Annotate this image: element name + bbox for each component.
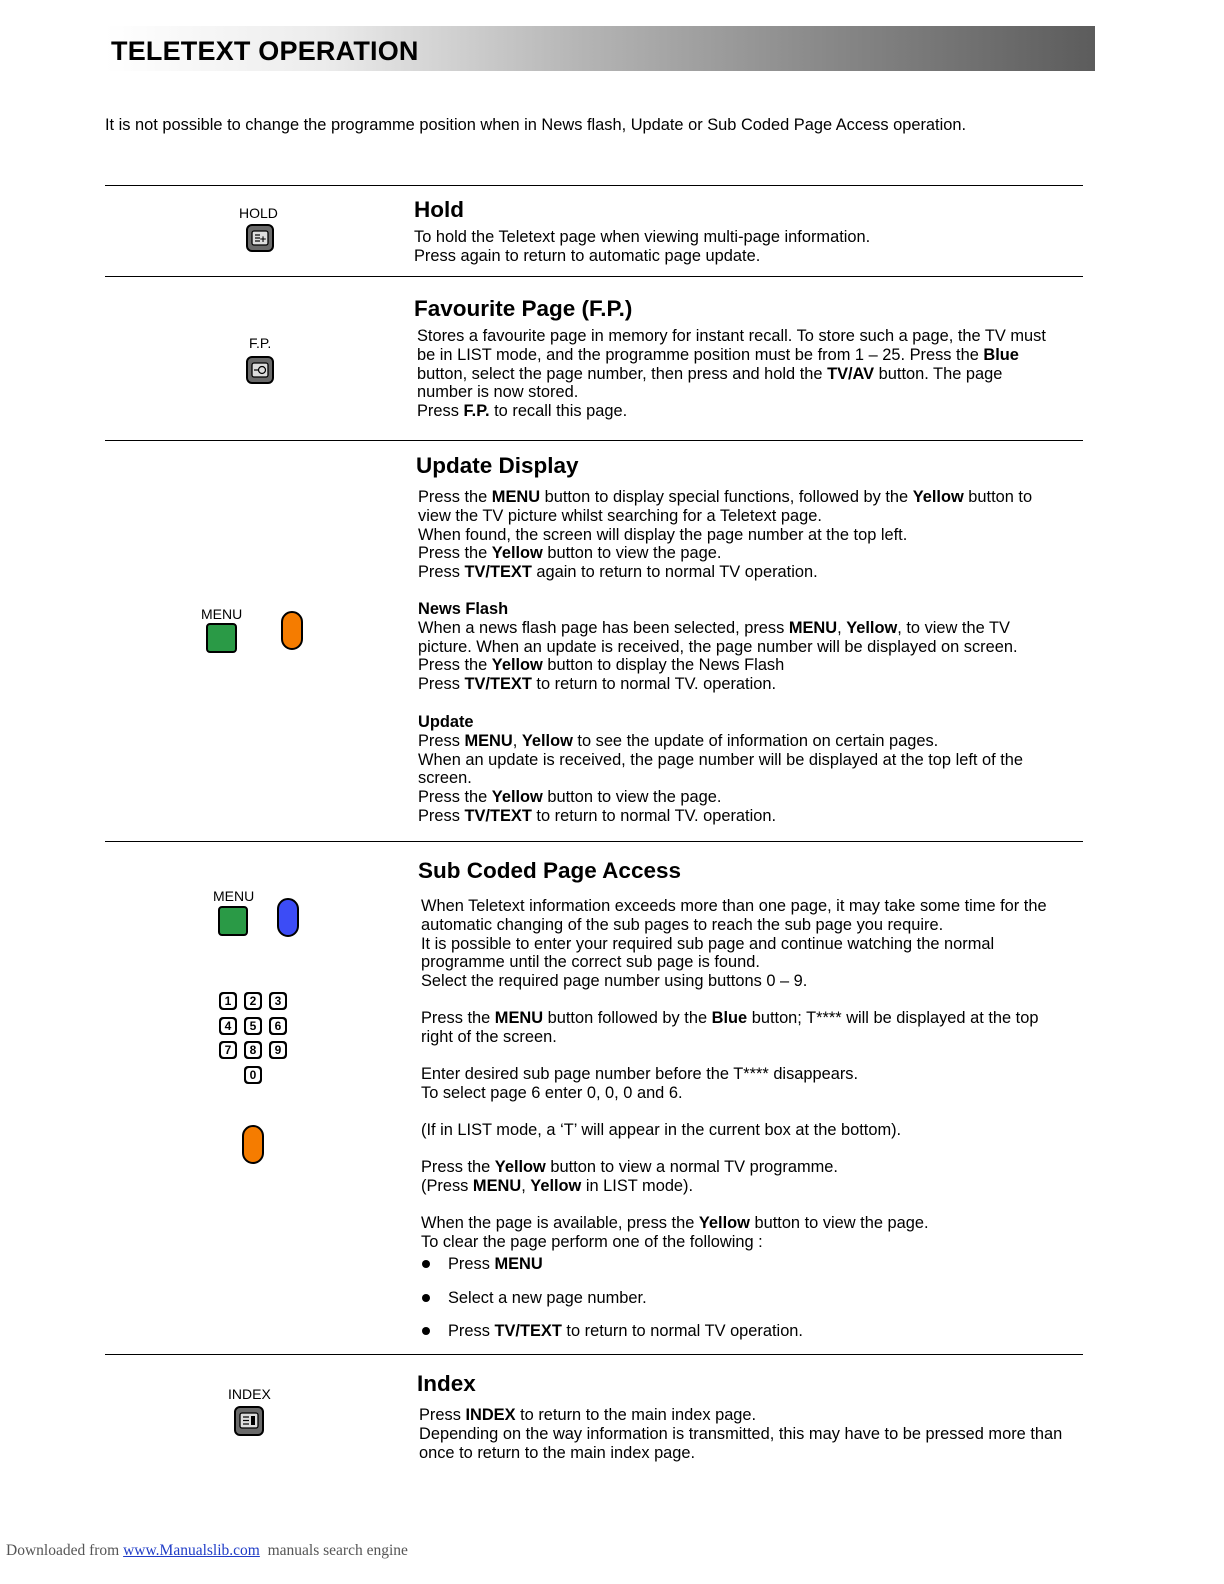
yellow-button[interactable] [281, 611, 303, 650]
menu-button-label: MENU [213, 888, 255, 904]
update-text: Update Press MENU, Yellow to see the update of information on certain pages. When an update is received, the page number will be displayed at the top left of the screen. Press the Yellow button to view the page. Press TV/TEXT to return to normal TV. operation. [418, 713, 1024, 825]
index-heading: Index [417, 1371, 476, 1396]
section-header-bar [105, 26, 1095, 71]
fp-line: Press F.P. to recall this page. [417, 402, 628, 421]
digit-key[interactable]: 6 [269, 1017, 287, 1035]
subcoded-heading: Sub Coded Page Access [418, 858, 682, 883]
fp-line: button, select the page number, then press and hold the TV/AV button. The page [417, 364, 1003, 383]
index-text: Press INDEX to return to the main index page. Depending on the way information is transmitted, this may have to be pressed more than once to return to the main index page. [419, 1406, 1063, 1462]
intro-text: It is not possible to change the programme position when in News flash, Update or Sub Coded Page Access operation. [105, 116, 967, 134]
fp-line: be in LIST mode, and the programme position must be from 1 – 25. Press the Blue [417, 345, 1019, 364]
digit-key[interactable]: 7 [219, 1041, 237, 1059]
fp-text [417, 327, 1046, 421]
menu-green-button[interactable] [218, 906, 248, 936]
index-button-label: INDEX [228, 1386, 271, 1402]
fp-heading: Favourite Page (F.P.) [414, 296, 633, 321]
index-button[interactable] [234, 1406, 264, 1436]
update-heading: Update [418, 713, 474, 731]
divider [105, 1354, 1083, 1355]
divider [105, 276, 1083, 277]
digit-key[interactable]: 4 [219, 1017, 237, 1035]
divider [105, 841, 1083, 842]
hold-button-label: HOLD [239, 205, 278, 221]
svg-text:+: + [259, 235, 267, 245]
subcoded-text: (If in LIST mode, a ‘T’ will appear in the current box at the bottom). [421, 1121, 902, 1139]
hold-heading: Hold [414, 197, 464, 222]
update-display-text: Press the MENU button to display special functions, followed by the Yellow button to view the TV picture whilst searching for a Teletext page. When found, the screen will display the page number at the top left. Press the Yellow button to view the page. Press TV/TEXT again to return to normal TV operation. [418, 488, 1033, 582]
update-display-heading: Update Display [416, 453, 579, 478]
favourite-page-icon [250, 360, 270, 380]
index-icon [238, 1410, 260, 1432]
news-flash-text: News Flash When a news flash page has been selected, press MENU, Yellow, to view the TV picture. When an update is received, the page number will be displayed on screen. Press the Yellow button to display the News Flash Press TV/TEXT to return to normal TV. operation. [418, 600, 1018, 694]
divider [105, 440, 1083, 441]
menu-green-button[interactable] [206, 623, 237, 653]
hold-button[interactable] [246, 224, 274, 252]
digit-key[interactable]: 8 [244, 1041, 262, 1059]
divider [105, 185, 1083, 186]
blue-button[interactable] [277, 898, 299, 937]
fp-line: number is now stored. [417, 383, 579, 402]
digit-key[interactable]: 0 [244, 1066, 262, 1084]
subcoded-text: Press the Yellow button to view a normal TV programme. (Press MENU, Yellow in LIST mode). [421, 1158, 838, 1195]
hold-line: Press again to return to automatic page update. [414, 246, 761, 265]
subcoded-text: When Teletext information exceeds more than one page, it may take some time for the automatic changing of the sub pages to reach the sub page you require. It is possible to enter your required sub page and continue watching the normal programme until the correct sub page is found. Select the required page number using buttons 0 – 9. [421, 897, 1047, 991]
manualslib-link[interactable]: www.Manualslib.com [123, 1542, 260, 1559]
subcoded-text: Press the MENU button followed by the Blue button; T**** will be displayed at the top right of the screen. [421, 1009, 1039, 1046]
digit-key[interactable]: 5 [244, 1017, 262, 1035]
page-title: TELETEXT OPERATION [111, 36, 419, 66]
hold-text [414, 228, 870, 266]
list-item: Press MENU [421, 1255, 803, 1289]
fp-line: Stores a favourite page in memory for instant recall. To store such a page, the TV must [417, 327, 1046, 345]
digit-key[interactable]: 2 [244, 992, 262, 1010]
menu-button-label: MENU [201, 606, 243, 622]
subcoded-text: When the page is available, press the Yellow button to view the page. To clear the page perform one of the following : [421, 1214, 929, 1251]
digit-key[interactable]: 3 [269, 992, 287, 1010]
yellow-button[interactable] [242, 1125, 264, 1164]
hold-icon [250, 228, 270, 248]
hold-line: To hold the Teletext page when viewing multi-page information. [414, 228, 871, 246]
download-footer: Downloaded from www.Manualslib.com manuals search engine [6, 1542, 408, 1559]
list-item: Press TV/TEXT to return to normal TV operation. [421, 1322, 803, 1356]
digit-key[interactable]: 9 [269, 1041, 287, 1059]
list-item: Select a new page number. [421, 1289, 803, 1323]
subcoded-text: Enter desired sub page number before the T**** disappears. To select page 6 enter 0, 0, 0 and 6. [421, 1065, 859, 1102]
digit-key[interactable]: 1 [219, 992, 237, 1010]
fp-button-label: F.P. [249, 335, 272, 351]
fp-button[interactable] [246, 356, 274, 384]
news-flash-heading: News Flash [418, 600, 509, 618]
clear-options-list [421, 1255, 803, 1356]
